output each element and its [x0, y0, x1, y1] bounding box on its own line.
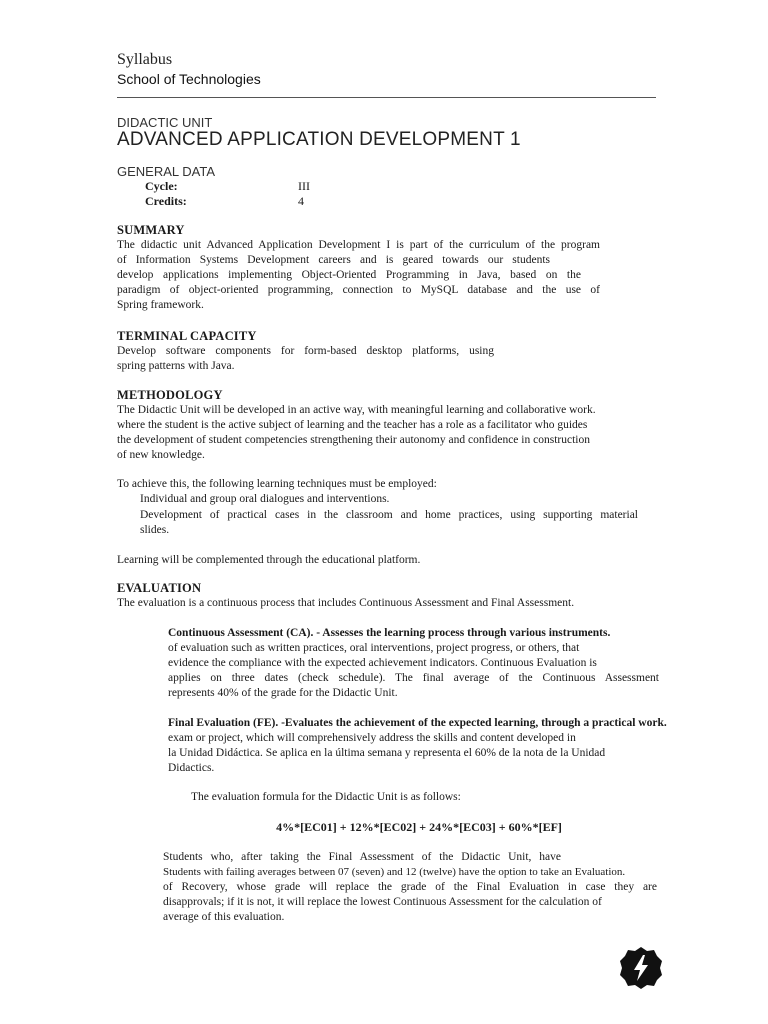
- ca-line: applies on three dates (check schedule). The final average of the Continuous Assessment: [168, 672, 659, 684]
- methodology-line: The Didactic Unit will be developed in an active way, with meaningful learning and collaborative work.: [117, 404, 596, 416]
- evaluation-intro: The evaluation is a continuous process that includes Continuous Assessment and Final Assessment.: [117, 597, 575, 609]
- summary-line: of Information Systems Development careers and is geared towards our students: [117, 254, 550, 266]
- methodology-closing: Learning will be complemented through the educational platform.: [117, 554, 421, 566]
- ca-line: of evaluation such as written practices, oral interventions, project progress, or others, that: [168, 642, 580, 654]
- summary-line: Spring framework.: [117, 299, 204, 311]
- cycle-label: Cycle:: [145, 179, 178, 193]
- fe-line: la Unidad Didáctica. Se aplica en la última semana y representa el 60% de la nota de la Unidad: [168, 747, 606, 759]
- summary-line: The didactic unit Advanced Application Development I is part of the curriculum of the program: [117, 239, 600, 251]
- terminal-capacity-heading: TERMINAL CAPACITY: [117, 329, 257, 343]
- terminal-capacity-line: Develop software components for form-based desktop platforms, using: [117, 345, 494, 357]
- unit-label: DIDACTIC UNIT: [117, 115, 213, 130]
- ca-line: evidence the compliance with the expected achievement indicators. Continuous Evaluation is: [168, 657, 597, 669]
- credits-value: 4: [298, 194, 304, 208]
- cycle-value: III: [298, 179, 310, 193]
- unit-title: ADVANCED APPLICATION DEVELOPMENT 1: [117, 129, 521, 150]
- ca-title: Continuous Assessment (CA). - Assesses the learning process through various instruments.: [168, 627, 611, 639]
- techniques-intro: To achieve this, the following learning techniques must be employed:: [117, 478, 437, 490]
- recovery-line: Students who, after taking the Final Assessment of the Didactic Unit, have: [163, 851, 561, 863]
- methodology-heading: METHODOLOGY: [117, 388, 223, 402]
- summary-line: develop applications implementing Object-Oriented Programming in Java, based on the: [117, 269, 581, 281]
- recovery-line: Students with failing averages between 07 (seven) and 12 (twelve) have the option to take an Evaluation.: [163, 866, 626, 878]
- fe-title: Final Evaluation (FE). -Evaluates the achievement of the expected learning, through a practical work.: [168, 717, 667, 729]
- technique-item: Development of practical cases in the classroom and home practices, using supporting material: [140, 509, 638, 521]
- methodology-line: where the student is the active subject of learning and the teacher has a role as a facilitator who guides: [117, 419, 588, 431]
- technique-item-continued: slides.: [140, 524, 170, 536]
- methodology-line: the development of student competencies strengthening their autonomy and confidence in construction: [117, 434, 590, 446]
- general-data-heading: GENERAL DATA: [117, 164, 216, 179]
- evaluation-formula: 4%*[EC01] + 12%*[EC02] + 24%*[EC03] + 60%*[EF]: [276, 820, 562, 834]
- credits-label: Credits:: [145, 194, 187, 208]
- fe-line: exam or project, which will comprehensively address the skills and content developed in: [168, 732, 576, 744]
- fe-line: Didactics.: [168, 762, 215, 774]
- header-school: School of Technologies: [117, 71, 261, 87]
- evaluation-heading: EVALUATION: [117, 581, 202, 595]
- header-divider: [117, 97, 656, 98]
- header-title: Syllabus: [117, 51, 173, 68]
- terminal-capacity-line: spring patterns with Java.: [117, 360, 235, 372]
- formula-intro: The evaluation formula for the Didactic Unit is as follows:: [191, 791, 461, 803]
- methodology-line: of new knowledge.: [117, 449, 205, 461]
- technique-item: Individual and group oral dialogues and interventions.: [140, 493, 390, 505]
- summary-line: paradigm of object-oriented programming, connection to MySQL database and the use of: [117, 284, 600, 296]
- brand-logo-icon: [619, 946, 663, 990]
- ca-line: represents 40% of the grade for the Didactic Unit.: [168, 687, 398, 699]
- recovery-line: of Recovery, whose grade will replace the grade of the Final Evaluation in case they are: [163, 881, 657, 893]
- summary-heading: SUMMARY: [117, 223, 185, 237]
- recovery-line: disapprovals; if it is not, it will replace the lowest Continuous Assessment for the calculation of: [163, 896, 602, 908]
- recovery-line: average of this evaluation.: [163, 911, 285, 923]
